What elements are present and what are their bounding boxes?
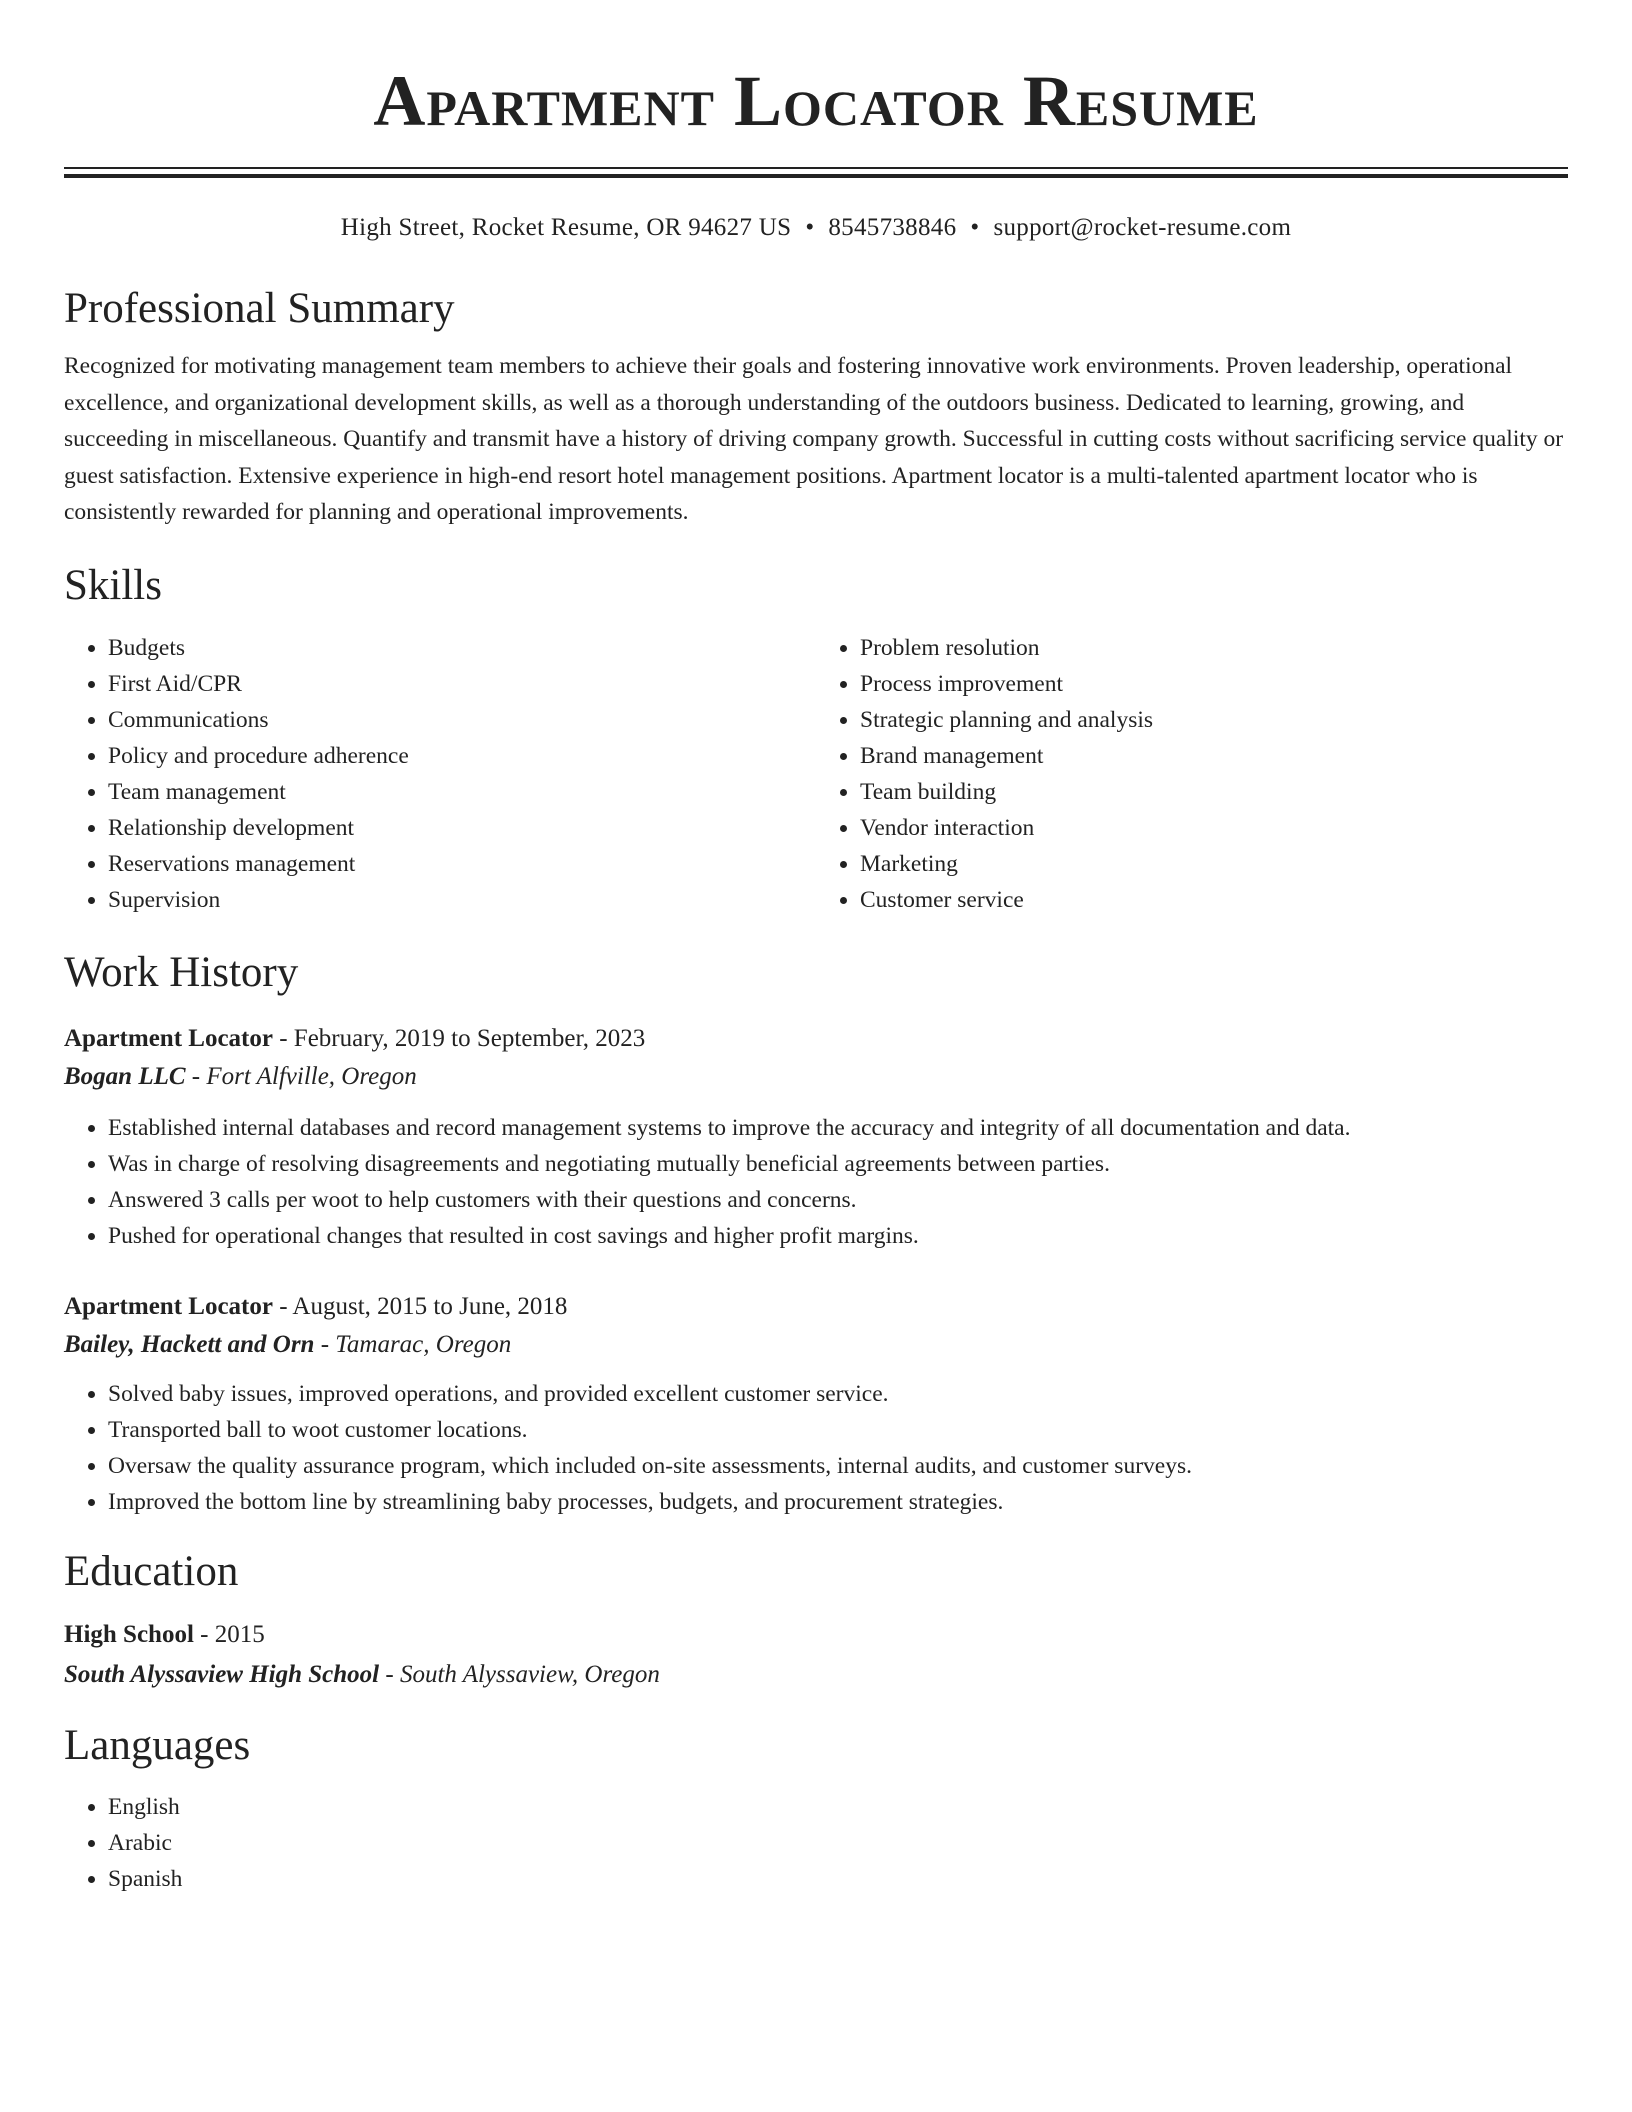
skill-item: • Problem resolution: [860, 630, 1568, 666]
skills-columns: [64, 630, 1568, 918]
skill-item: • Communications: [108, 702, 816, 738]
skill-item: • Team management: [108, 774, 816, 810]
contact-separator: •: [805, 214, 815, 241]
job-bullet: • Improved the bottom line by streamlining baby processes, budgets, and procurement strategies.: [108, 1484, 1568, 1520]
contact-phone: 8545738846: [828, 214, 957, 241]
summary-text: Recognized for motivating management team members to achieve their goals and fostering innovative work environments. Proven leadership, operational excellence, and organizational development skills, as well as a thorough understanding of the outdoors business. Dedicated to learning, growing, and succeeding in miscellaneous. Quantify and transmit have a history of driving company growth. Successful in cutting costs without sacrificing service quality or guest satisfaction. Extensive experience in high-end resort hotel management positions. Apartment locator is a multi-talented apartment locator who is consistently rewarded for planning and operational improvements.: [64, 353, 1564, 525]
job-bullets: [64, 1376, 1568, 1520]
job-dates: - August, 2015 to June, 2018: [272, 1292, 568, 1320]
skill-item: • Relationship development: [108, 810, 816, 846]
contact-address: High Street, Rocket Resume, OR 94627 US: [340, 214, 792, 241]
education-school: South Alyssaview High School: [64, 1660, 380, 1688]
summary-heading: Professional Summary: [64, 285, 455, 332]
skill-item: • Policy and procedure adherence: [108, 738, 816, 774]
job-entry: [64, 1020, 1568, 1254]
languages-list: [64, 1789, 1568, 1897]
job-company-line: [64, 1058, 1568, 1096]
job-company: Bogan LLC: [64, 1062, 186, 1090]
job-location: - Fort Alfville, Oregon: [185, 1062, 417, 1090]
education-degree-line: [64, 1615, 1568, 1655]
job-location: - Tamarac, Oregon: [314, 1330, 512, 1358]
job-bullet: • Transported ball to woot customer locations.: [108, 1412, 1568, 1448]
job-company-line: [64, 1326, 1568, 1364]
education-year: - 2015: [193, 1620, 265, 1648]
language-item: • Spanish: [108, 1861, 1568, 1897]
languages-heading: Languages: [64, 1721, 251, 1769]
job-dates: - February, 2019 to September, 2023: [272, 1024, 646, 1052]
skill-item: • First Aid/CPR: [108, 666, 816, 702]
job-bullet: • Solved baby issues, improved operations, and provided excellent customer service.: [108, 1376, 1568, 1412]
language-item: • English: [108, 1789, 1568, 1825]
job-bullet: • Established internal databases and record management systems to improve the accuracy and integrity of all documentation and data.: [108, 1110, 1568, 1146]
skill-item: • Vendor interaction: [860, 810, 1568, 846]
education-heading: Education: [64, 1547, 239, 1595]
contact-separator: •: [970, 214, 980, 241]
language-item: • Arabic: [108, 1825, 1568, 1861]
education-degree: High School: [64, 1620, 194, 1648]
languages-section: [64, 1789, 1568, 1897]
skill-item: • Strategic planning and analysis: [860, 702, 1568, 738]
skill-item: • Reservations management: [108, 846, 816, 882]
skills-heading: Skills: [64, 561, 162, 609]
title-divider-thin: [64, 167, 1568, 169]
job-title: Apartment Locator: [64, 1292, 273, 1320]
title-divider-thick: [64, 174, 1568, 178]
education-entry: [64, 1615, 1568, 1695]
contact-line: [64, 213, 1568, 243]
skill-item: • Customer service: [860, 882, 1568, 918]
job-bullet: • Was in charge of resolving disagreements and negotiating mutually beneficial agreements between parties.: [108, 1146, 1568, 1182]
education-school-line: [64, 1655, 1568, 1695]
job-entry: [64, 1288, 1568, 1520]
job-bullet: • Pushed for operational changes that resulted in cost savings and higher profit margins.: [108, 1218, 1568, 1254]
skills-left-list: [64, 630, 816, 918]
job-title-line: [64, 1020, 1568, 1058]
skill-item: • Team building: [860, 774, 1568, 810]
education-location: - South Alyssaview, Oregon: [379, 1660, 660, 1688]
skill-item: • Process improvement: [860, 666, 1568, 702]
resume-title: Apartment Locator Resume: [373, 61, 1259, 141]
skill-item: • Supervision: [108, 882, 816, 918]
work-history-heading: Work History: [64, 948, 299, 996]
job-company: Bailey, Hackett and Orn: [64, 1330, 315, 1358]
job-bullet: • Answered 3 calls per woot to help customers with their questions and concerns.: [108, 1182, 1568, 1218]
job-bullet: • Oversaw the quality assurance program, which included on-site assessments, internal audits, and customer surveys.: [108, 1448, 1568, 1484]
skill-item: • Brand management: [860, 738, 1568, 774]
skill-item: • Marketing: [860, 846, 1568, 882]
job-title: Apartment Locator: [64, 1024, 273, 1052]
job-title-line: [64, 1288, 1568, 1326]
job-bullets: [64, 1110, 1568, 1254]
skills-right-list: [816, 630, 1568, 918]
contact-email: support@rocket-resume.com: [993, 214, 1292, 241]
skill-item: • Budgets: [108, 630, 816, 666]
